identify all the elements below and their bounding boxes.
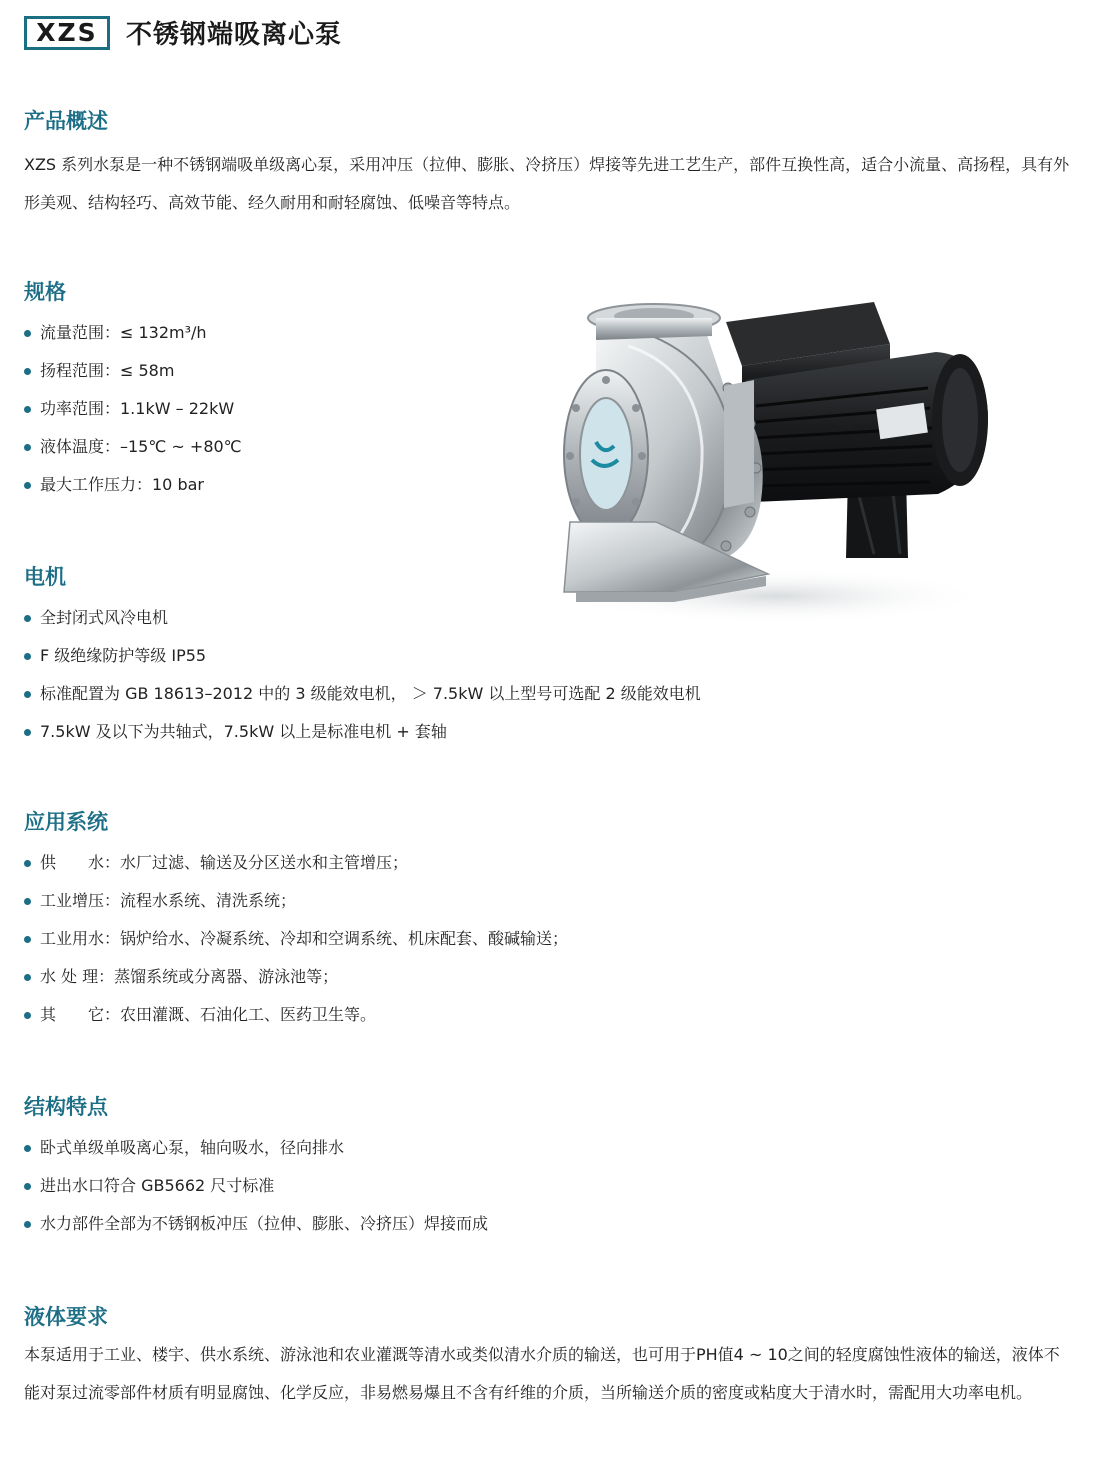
liquid-section <box>24 1302 1072 1412</box>
list-item-text: 功率范围：1.1kW – 22kW <box>40 399 235 418</box>
list-item-text: 卧式单级单吸离心泵，轴向吸水，径向排水 <box>40 1138 345 1157</box>
bullet-icon <box>24 1012 31 1019</box>
motor-section <box>24 562 701 751</box>
applications-list <box>24 844 568 1034</box>
list-item-text: 供 水：水厂过滤、输送及分区送水和主管增压； <box>40 853 409 872</box>
bullet-icon <box>24 936 31 943</box>
list-item-text: 全封闭式风冷电机 <box>40 608 169 627</box>
list-item-text: 扬程范围：≤ 58m <box>40 361 175 380</box>
list-item <box>24 1129 488 1167</box>
list-item <box>24 958 568 996</box>
model-badge: XZS <box>24 16 110 50</box>
list-item-text: F 级绝缘防护等级 IP55 <box>40 646 207 665</box>
bullet-icon <box>24 898 31 905</box>
applications-section <box>24 807 568 1034</box>
liquid-heading: 液体要求 <box>24 1305 108 1329</box>
bullet-icon <box>24 406 31 413</box>
list-item <box>24 466 242 504</box>
bullet-icon <box>24 974 31 981</box>
list-item-text: 水 处 理：蒸馏系统或分离器、游泳池等； <box>40 967 339 986</box>
list-item-text: 流量范围：≤ 132m³/h <box>40 323 207 342</box>
bullet-icon <box>24 729 31 736</box>
list-item <box>24 675 701 713</box>
list-item <box>24 599 701 637</box>
bullet-icon <box>24 1183 31 1190</box>
page-header <box>24 14 342 51</box>
list-item-text: 标准配置为 GB 18613–2012 中的 3 级能效电机， ＞ 7.5kW 以上型号可选配 2 级能效电机 <box>40 684 701 703</box>
bullet-icon <box>24 1145 31 1152</box>
list-item-text: 水力部件全部为不锈钢板冲压（拉伸、膨胀、冷挤压）焊接而成 <box>40 1214 489 1233</box>
list-item-text: 7.5kW 及以下为共轴式，7.5kW 以上是标准电机 + 套轴 <box>40 722 447 741</box>
bullet-icon <box>24 368 31 375</box>
list-item <box>24 1205 488 1243</box>
motor-heading: 电机 <box>24 565 66 589</box>
list-item <box>24 314 242 352</box>
list-item <box>24 996 568 1034</box>
overview-section <box>24 106 1072 222</box>
bullet-icon <box>24 1221 31 1228</box>
bullet-icon <box>24 615 31 622</box>
structure-section <box>24 1092 488 1243</box>
list-item-text: 其 它：农田灌溉、石油化工、医药卫生等。 <box>40 1005 377 1024</box>
overview-text: XZS 系列水泵是一种不锈钢端吸单级离心泵，采用冲压（拉伸、膨胀、冷挤压）焊接等先进工艺生产，部件互换性高，适合小流量、高扬程，具有外形美观、结构轻巧、高效节能、经久耐用和耐轻腐蚀、低噪音等特点。 <box>24 155 1070 212</box>
list-item <box>24 352 242 390</box>
list-item <box>24 920 568 958</box>
liquid-text: 本泵适用于工业、楼宇、供水系统、游泳池和农业灌溉等清水或类似清水介质的输送，也可用于PH值4 ~ 10之间的轻度腐蚀性液体的输送，液体不能对泵过流零部件材质有明显腐蚀、化学反应，非易燃易爆且不含有纤维的介质，当所输送介质的密度或粘度大于清水时，需配用大功率电机。 <box>24 1345 1060 1402</box>
structure-list <box>24 1129 488 1243</box>
list-item-text: 工业用水：锅炉给水、冷凝系统、冷却和空调系统、机床配套、酸碱输送； <box>40 929 569 948</box>
overview-heading: 产品概述 <box>24 109 108 133</box>
list-item <box>24 428 242 466</box>
product-title: 不锈钢端吸离心泵 <box>126 20 343 50</box>
list-item <box>24 637 701 675</box>
list-item <box>24 844 568 882</box>
bullet-icon <box>24 860 31 867</box>
structure-heading: 结构特点 <box>24 1095 108 1119</box>
specs-heading: 规格 <box>24 280 66 304</box>
list-item-text: 进出水口符合 GB5662 尺寸标准 <box>40 1176 275 1195</box>
bullet-icon <box>24 653 31 660</box>
list-item <box>24 1167 488 1205</box>
list-item <box>24 882 568 920</box>
list-item-text: 最大工作压力：10 bar <box>40 475 204 494</box>
motor-list <box>24 599 701 751</box>
list-item <box>24 713 701 751</box>
bullet-icon <box>24 691 31 698</box>
bullet-icon <box>24 482 31 489</box>
applications-heading: 应用系统 <box>24 810 108 834</box>
bullet-icon <box>24 330 31 337</box>
list-item <box>24 390 242 428</box>
specs-section <box>24 277 242 504</box>
list-item-text: 液体温度：–15℃ ~ +80℃ <box>40 437 242 456</box>
list-item-text: 工业增压：流程水系统、清洗系统； <box>40 891 297 910</box>
specs-list <box>24 314 242 504</box>
bullet-icon <box>24 444 31 451</box>
